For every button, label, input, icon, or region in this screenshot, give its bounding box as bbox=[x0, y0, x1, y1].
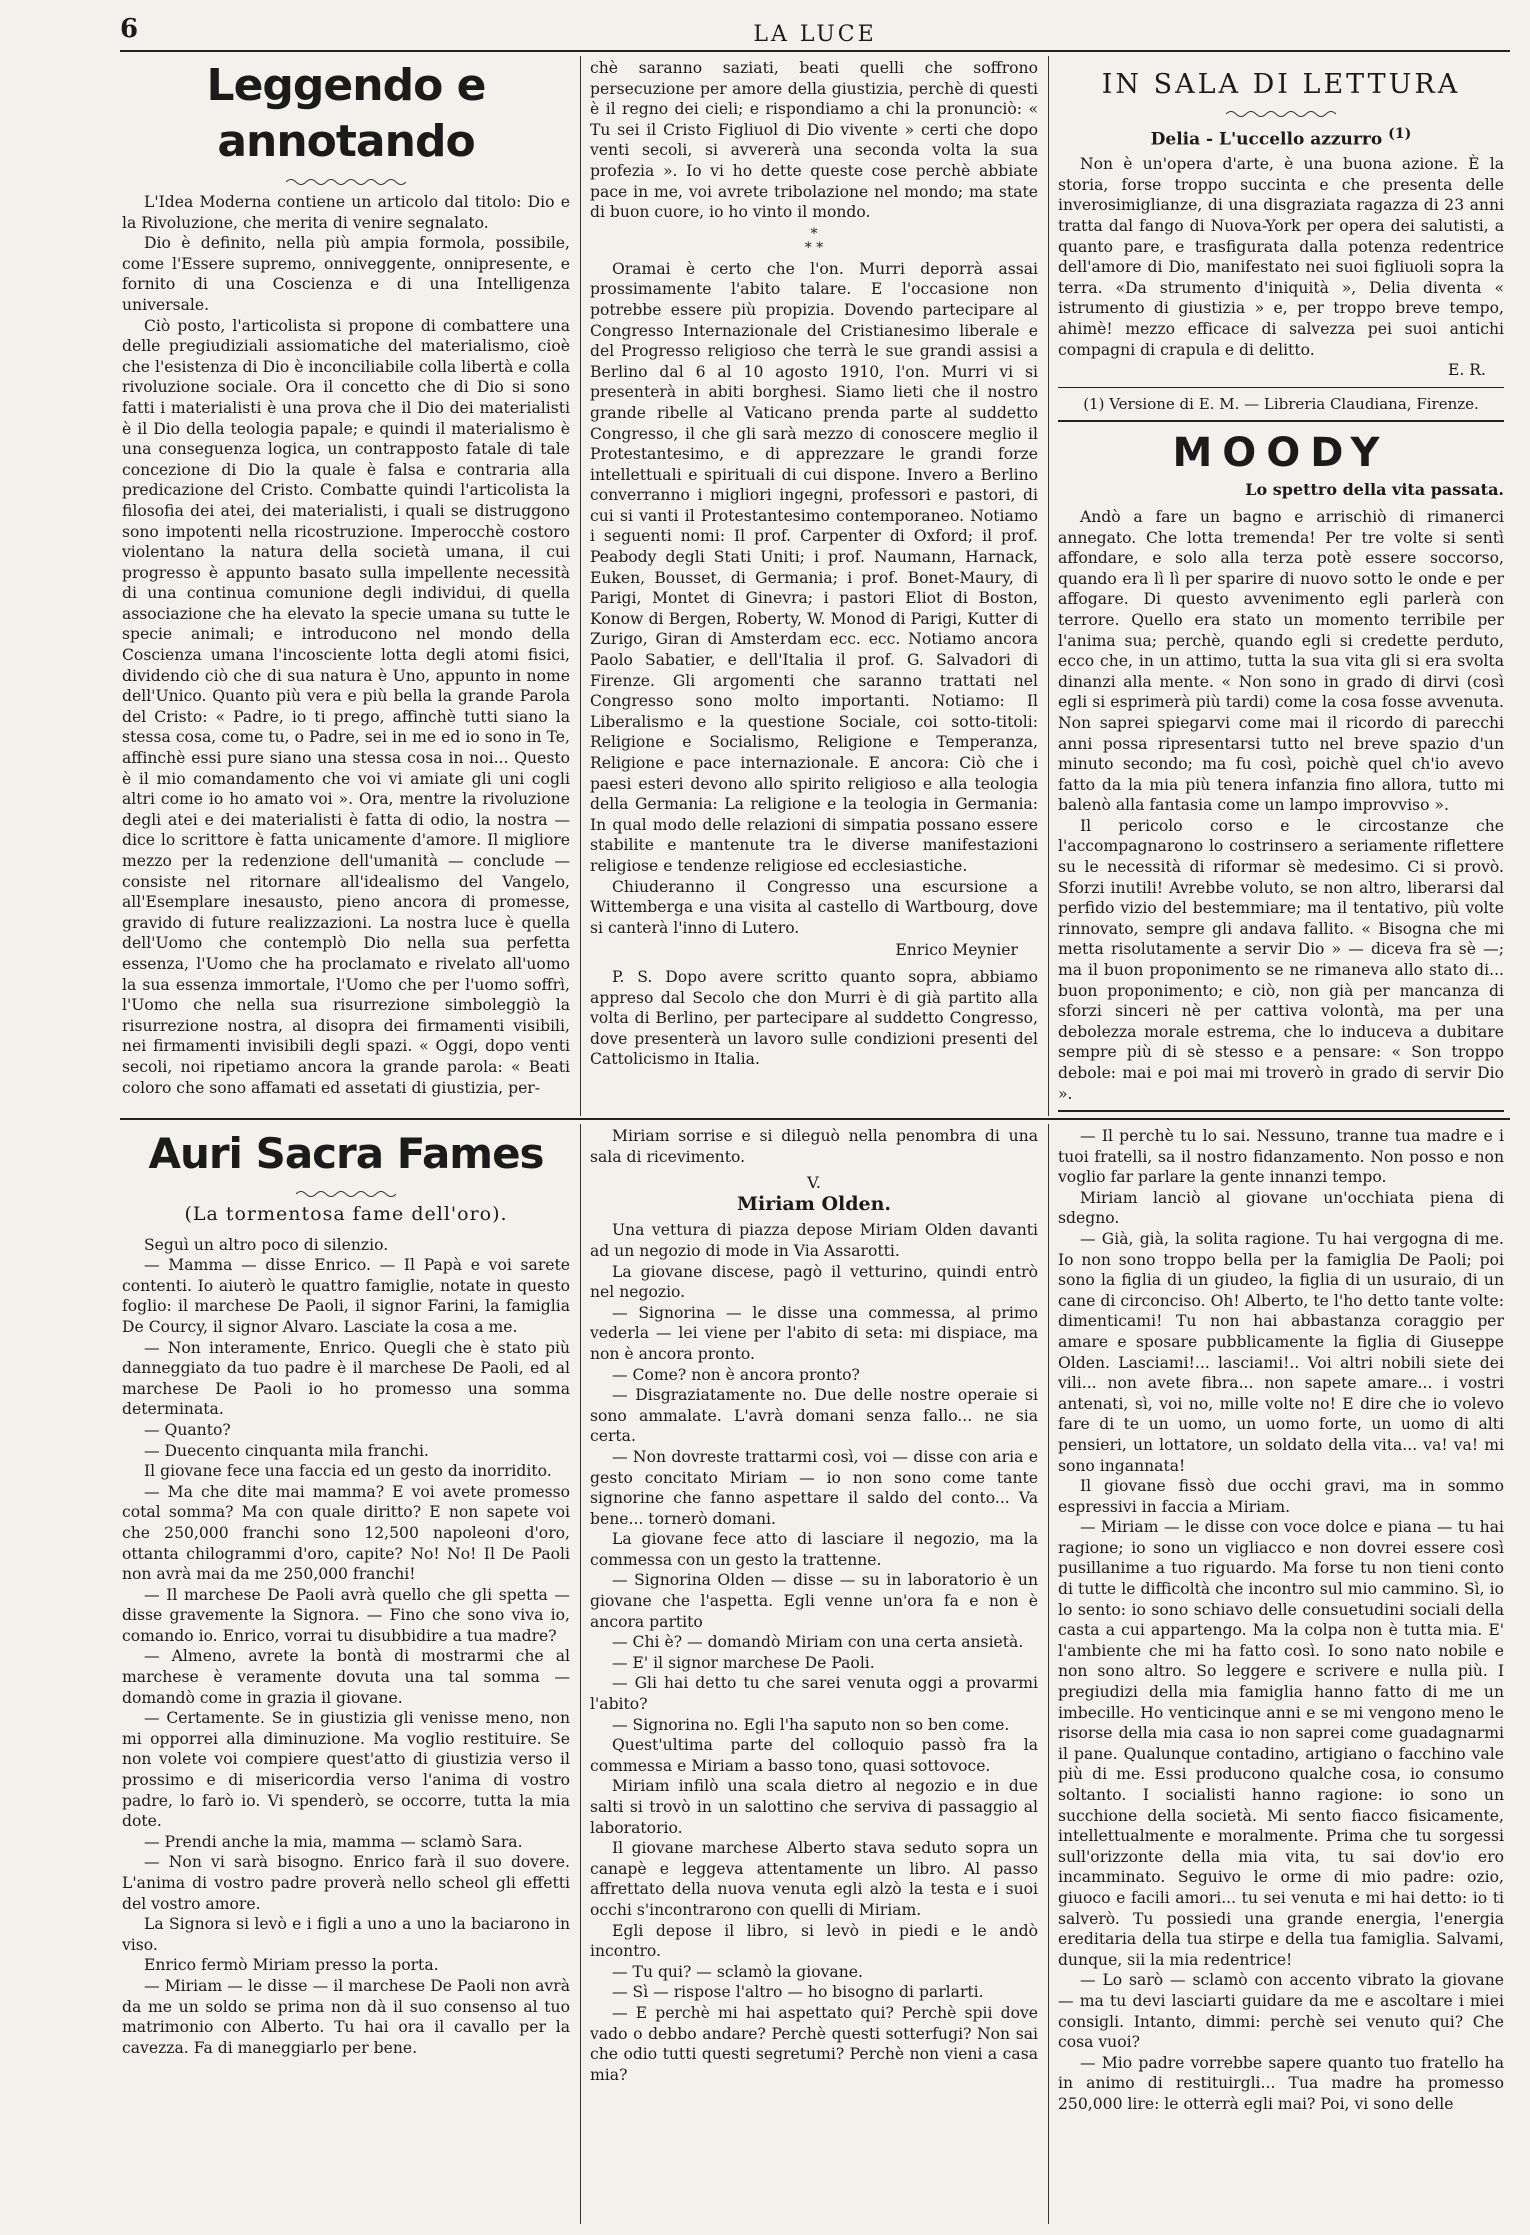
auri-paragraph: Miriam infilò una scala dietro al negozio e in due salti si trovò in un salottino che serviva di passaggio al laboratorio. bbox=[590, 1777, 1038, 1837]
leggendo-paragraph: L'Idea Moderna contiene un articolo dal titolo: Dio e la Rivoluzione, che merita di venire segnalato. bbox=[122, 193, 570, 232]
auri-paragraph: — Mio padre vorrebbe sapere quanto tuo fratello ha in animo di restituirgli... Tua madre ha promesso 250,000 lire: le otterrà egli mai? Poi, vi sono delle bbox=[1058, 2053, 1504, 2113]
auri-paragraph: — Signorina — le disse una commessa, al primo vederla — lei viene per l'abito di seta: mi dispiace, ma non è ancora pronto. bbox=[590, 1303, 1038, 1363]
auri-paragraph: — Duecento cinquanta mila franchi. bbox=[144, 1441, 429, 1460]
moody-paragraph: Il pericolo corso e le circostanze che l'accompagnarono lo costrinsero a seriamente riflettere su le necessità di riformar sè medesimo. Ci si provò. Sforzi inutili! Avrebbe voluto, se non altro, liberarsi dal perfido vizio del bestemmiare; ma il tentativo, più volte rinnovato, sempre gli andava fallito. « Bisogna che mi metta risolutamente a servir Dio » — diceva fra sè —; ma il buon proponimento se ne rimaneva allo stato di... buon proponimento; e ciò, non già per mancanza di sforzi sinceri nè per cattiva volontà, ma per una debolezza morale estrema, che lo induceva a dubitare sempre più di sè stesso e a pensare: « Son troppo debole: mai e poi mai mi troverò in grado di servir Dio ». bbox=[1058, 816, 1504, 1103]
ad-headline bbox=[1058, 1112, 1426, 1113]
auri-paragraph: Il giovane fissò due occhi gravi, ma in sommo espressivi in faccia a Miriam. bbox=[1058, 1477, 1504, 1516]
auri-paragraph: Enrico fermò Miriam presso la porta. bbox=[144, 1956, 439, 1975]
auri-paragraph: — Miriam — le disse — il marchese De Paoli non avrà da me un soldo se prima non dà il suo consenso al tuo matrimonio con Alberto. Tu hai ora il cavallo per la cavezza. Fa di maneggiarlo per bene. bbox=[122, 1976, 570, 2057]
divider-line bbox=[1058, 387, 1504, 388]
auri-subtitle: (La tormentosa fame dell'oro). bbox=[184, 1203, 508, 1225]
column-divider bbox=[580, 56, 581, 1116]
moody-subtitle: Lo spettro della vita passata. bbox=[1245, 480, 1504, 500]
leggendo-title: Leggendo e annotando bbox=[206, 60, 486, 167]
auri-paragraph: — Signorina Olden — disse — su in laboratorio è un giovane che l'aspetta. Egli venne un'ora fa e non è ancora partito bbox=[590, 1571, 1038, 1631]
auri-paragraph: — Certamente. Se in giustizia gli venisse meno, non mi opporrei alla diminuzione. Ma voglio restituire. Se non volete voi compiere quest'atto di giustizia verso il prossimo e di misericordia verso l'anima di vostro padre, lo farò io. Vi spenderò, se occorre, tutta la mia dote. bbox=[122, 1709, 570, 1831]
auri-paragraph: — Già, già, la solita ragione. Tu hai vergogna di me. Io non sono troppo bella per la famiglia De Paoli; poi sono la figlia di un giudeo, la figlia di un usuraio, di un cane di circonciso. Oh! Alberto, te l'ho detto tante volte: dimenticami! Tu non hai abbastanza coraggio per amare e sposare pubblicamente la figlia di Giuseppe Olden. Lasciami!... lasciami!.. Voi altri nobili siete dei vili... non avete fibra... non sapete amare... i vostri antenati, sì, voi no, mille volte no! E dire che io volevo fare di te un uomo, un uomo forte, un uomo di alti pensieri, un lottatore, un soldato della vita... va! va! mi sono ingannata! bbox=[1058, 1229, 1504, 1475]
leggendo-column-1 bbox=[122, 58, 570, 1110]
masthead: LA LUCE bbox=[753, 22, 877, 47]
auri-paragraph: — Il marchese De Paoli avrà quello che gli spetta — disse gravemente la Signora. — Fino che sono viva io, comando io. Enrico, vorrai tu disubbidire a tua madre? bbox=[122, 1585, 570, 1645]
auri-paragraph: — Chi è? — domandò Miriam con una certa ansietà. bbox=[612, 1633, 1024, 1652]
auri-title: Auri Sacra Fames bbox=[148, 1129, 544, 1178]
book-title bbox=[1058, 124, 1504, 150]
auri-paragraph: — Mamma — disse Enrico. — Il Papà e voi sarete contenti. Io aiuterò le quattro famiglie, notate in questo foglio: il marchese De Paoli, il signor Farini, la famiglia De Courcy, il signor Alvaro. Lasciate la cosa a me. bbox=[122, 1256, 570, 1336]
auri-paragraph: Il giovane fece una faccia ed un gesto da inorridito. bbox=[144, 1462, 552, 1481]
auri-paragraph: — Gli hai detto tu che sarei venuta oggi a provarmi l'abito? bbox=[590, 1674, 1038, 1714]
auri-paragraph: — Tu qui? — sclamò la giovane. bbox=[612, 1962, 863, 1981]
auri-paragraph: Quest'ultima parte del colloquio passò fra la commessa e Miriam a basso tono, quasi sottovoce. bbox=[590, 1736, 1038, 1775]
auri-paragraph: La giovane discese, pagò il vetturino, quindi entrò nel negozio. bbox=[590, 1262, 1038, 1302]
squiggle-ornament bbox=[122, 1184, 570, 1198]
leggendo-paragraph: Ciò posto, l'articolista si propone di combattere una delle pregiudiziali assiomatiche del materialismo, cioè che l'esistenza di Dio è inconciliabile colla libertà e colla rivoluzione sociale. Ora il concetto che di Dio si sono fatti i materialisti è una prova che il Dio dei materialisti è il Dio della teologia papale; e quindi il materialismo è una conseguenza logica, un contrapposto fatale di tale concezione di Dio la quale è falsa e contraria alla predicazione del Cristo. Combatte quindi l'articolista la filosofia dei atei, dei materialisti, i quali se distruggono sono impotenti nella ricostruzione. Imperocchè costoro violentano la natura della società umana, il cui progresso è appunto basato sulla impellente necessità di una continua comunione degli individui, di quella associazione che ha elevato la specie umana su tutte le specie animali; e introducono nel mondo della Coscienza umana l'incosciente lotta degli atomi fisici, dividendo ciò che di sua natura è Uno, appunto in nome dell'Unico. Quanto più vera e più bella la grande Parola del Cristo: « Padre, io ti prego, affinchè tutti siano la stessa cosa, come tu, o Padre, sei in me ed io sono in Te, affinchè essi pure siano una stessa cosa in noi... Questo è il mio comandamento che voi vi amiate gli uni cogli altri come io ho amato voi ». Ora, mentre la rivoluzione degli atei e dei materialisti è fatta di odio, la nostra — dice lo scrittore è fatta unicamente d'amore. Il migliore mezzo per la redenzione dell'umanità — conclude — consiste nel ritornare all'idealismo del Vangelo, all'Esemplare inesausto, pieno ancora di promesse, gravido di future realizzazioni. La nostra luce è quella dell'Uomo che contemplò Dio nella sua perfetta essenza, l'Uomo che ha proclamato e rivelato all'uomo la sua essenza immortale, l'Uomo che per l'uomo soffrì, l'Uomo che nella sua risurrezione simboleggiò la risurrezione nostra, al disopra dei firmamenti visibili, nei firmamenti invisibili degli spazi. « Oggi, dopo venti secoli, noi ripetiamo ancora la grande parola: « Beati coloro che sono affamati ed assetati di giustizia, per- bbox=[122, 316, 570, 1097]
auri-paragraph: — Il perchè tu lo sai. Nessuno, tranne tua madre e i tuoi fratelli, sa il nostro fidanzamento. Non posso e non voglio far parlare la gente innanzi tempo. bbox=[1058, 1127, 1504, 1187]
page-number: 6 bbox=[120, 14, 139, 44]
leggendo-paragraph: Chiuderanno il Congresso una escursione a Wittemberga e una visita al castello di Wartbourg, dove si canterà l'inno di Lutero. bbox=[590, 877, 1038, 937]
review-initials: E. R. bbox=[1448, 361, 1486, 380]
moody-title: MOODY bbox=[1172, 430, 1390, 477]
footnote-marker: (1) bbox=[1388, 126, 1412, 142]
auri-paragraph: Egli depose il libro, si levò in piedi e le andò incontro. bbox=[590, 1921, 1038, 1961]
sala-title: IN SALA DI LETTURA bbox=[1101, 69, 1461, 100]
sala-review: Non è un'opera d'arte, è una buona azione. È la storia, forse troppo succinta e che presenta delle inverosimiglianze, di una disgraziata ragazza di 23 anni tratta dal fango di Nuova-York per opera dei salutisti, a quanto pare, e trasfigurata dalla potenza redentrice dell'amore di Dio, manifestato nei suoi figliuoli sopra la terra. «Da strumento d'iniquità », Delia diventa « istrumento di giustizia » e, per troppo breve tempo, ahimè! mezzo efficace di salvezza pei suoi antichi compagni di crapula e di delitto. bbox=[1058, 155, 1504, 359]
moody-paragraph: Andò a fare un bagno e arrischiò di rimanerci annegato. Che lotta tremenda! Per tre volte si sentì affondare, e solo alla terza potè essere soccorso, quando era lì lì per sparire di nuovo sotto le onde e per affogare. Di questo avvenimento egli parlerà con terrore. Quello era stato un momento terribile per l'anima sua; perchè, quando egli si credette perduto, ecco che, in un attimo, tutta la sua vita gli si era svolta dinanzi alla mente. « Non sono in grado di dirvi (così egli si esprimerà più tardi) come la cosa fosse avvenuta. Non saprei spiegarvi come mai il ricordo di parecchi anni possa ripresentarsi tutto nel breve spazio d'un minuto secondo; ma fu così, poichè quel ch'io avevo fatto da la mia più tenera infanzia fino allora, tutto mi balenò alla fantasia come un lampo improvviso ». bbox=[1058, 507, 1504, 815]
squiggle-ornament bbox=[1058, 104, 1504, 118]
auri-paragraph: La Signora si levò e i figli a uno a uno la baciarono in viso. bbox=[122, 1915, 570, 1954]
auri-paragraph: — Lo sarò — sclamò con accento vibrato la giovane — ma tu devi lasciarti guidare da me e ascoltare i miei consigli. Intanto, dimmi: perchè sei venuto qui? Che cosa vuoi? bbox=[1058, 1971, 1504, 2052]
auri-column-1 bbox=[122, 1126, 570, 2226]
asterism-ornament: * * * bbox=[804, 225, 824, 256]
auri-paragraph: — Disgraziatamente no. Due delle nostre operaie si sono ammalate. L'avrà domani senza fallo... ne sia certa. bbox=[590, 1386, 1038, 1446]
auri-paragraph: — Non interamente, Enrico. Quegli che è stato più danneggiato da tuo padre è il marchese De Paoli, ed al marchese De Paoli io ho promesso una somma determinata. bbox=[122, 1338, 570, 1419]
auri-column-3 bbox=[1058, 1126, 1504, 2226]
chapter-title: Miriam Olden. bbox=[736, 1192, 892, 1215]
section-divider bbox=[120, 1118, 1510, 1120]
auri-paragraph: Una vettura di piazza depose Miriam Olden davanti ad un negozio di mode in Via Assarotti. bbox=[590, 1221, 1038, 1260]
auri-paragraph: Miriam sorrise e si dileguò nella penombra di una sala di ricevimento. bbox=[590, 1127, 1038, 1166]
postscript: P. S. Dopo avere scritto quanto sopra, abbiamo appreso dal Secolo che don Murri è di già partito alla volta di Berlino, per partecipare al suddetto Congresso, dove presenterà un lavoro sulle condizioni presenti del Cattolicismo in Italia. bbox=[590, 967, 1038, 1069]
auri-paragraph: Miriam lanciò al giovane un'occhiata piena di sdegno. bbox=[1058, 1188, 1504, 1228]
leggendo-column-2 bbox=[590, 58, 1038, 1110]
auri-paragraph: — Quanto? bbox=[144, 1420, 231, 1439]
auri-paragraph: — Come? non è ancora pronto? bbox=[612, 1365, 860, 1384]
auri-paragraph: La giovane fece atto di lasciare il negozio, ma la commessa con un gesto la trattenne. bbox=[590, 1530, 1038, 1569]
sala-footnote: (1) Versione di E. M. — Libreria Claudiana, Firenze. bbox=[1083, 394, 1479, 413]
book-title-text: Delia - L'uccello azzurro bbox=[1150, 129, 1383, 150]
divider-line bbox=[1058, 420, 1504, 422]
article-signature: Enrico Meynier bbox=[895, 941, 1018, 960]
column-divider bbox=[1048, 56, 1049, 1116]
leggendo-paragraph: Oramai è certo che l'on. Murri deporrà assai prossimamente l'abito talare. E l'occasione non potrebbe essere più propizia. Dovendo partecipare al Congresso Internazionale del Cristianesimo liberale e del Progresso religioso che terrà le sue grandi assisi a Berlino dal 6 al 10 agosto 1910, l'on. Murri vi si presenterà in abiti borghesi. Siamo lieti che il nostro grande ribelle al Vaticano prenda parte al suddetto Congresso, il che gli sarà mezzo di conoscere meglio il Protestantesimo, e di apprezzare le grandi forze intellettuali e spirituali di cui dispone. Invero a Berlino converranno i migliori ingegni, professori e pastori, di cui si vanti il Protestantesimo contemporaneo. Notiamo i seguenti nomi: Il prof. Carpenter di Oxford; il prof. Peabody degli Stati Uniti; i prof. Naumann, Harnack, Euken, Bousset, di Germania; i prof. Bonet-Maury, di Parigi, Montet di Ginevra; i pastori Eliot di Boston, Konow di Bergen, Roberty, W. Monod di Parigi, Kutter di Zurigo, Giran di Amsterdam ecc. ecc. Notiamo ancora Paolo Sabatier, e dell'Italia il prof. G. Salvadori di Firenze. Gli argomenti che saranno trattati nel Congresso sono molto importanti. Notiamo: Il Liberalismo e la questione Sociale, coi sotto-titoli: Religione e Socialismo, Religione e Temperanza, Religione e pace internazionale. E ancora: Ciò che i paesi esteri devono allo spirito religioso e alla teologia della Germania: La religione e la teologia in Germania: In qual modo delle relazioni di simpatia possano essere stabilite e mantenute tra le diverse manifestazioni religiose e tendenze religiose ed ecclesiastiche. bbox=[590, 259, 1038, 875]
auri-paragraph: — Sì — rispose l'altro — ho bisogno di parlarti. bbox=[612, 1983, 984, 2002]
auri-column-2 bbox=[590, 1126, 1038, 2226]
page-header bbox=[120, 14, 1510, 52]
sala-moody-column bbox=[1058, 68, 1504, 1113]
squiggle-ornament bbox=[122, 172, 570, 186]
leggendo-paragraph: Dio è definito, nella più ampia formola, possibile, come l'Essere supremo, onniveggente, onnipresente, e fornito di una Coscienza e di una Intelligenza universale. bbox=[122, 234, 570, 314]
auri-paragraph: — Prendi anche la mia, mamma — sclamò Sara. bbox=[144, 1832, 523, 1851]
auri-paragraph: — Almeno, avrete la bontà di mostrarmi che al marchese è veramente dovuta una tal somma — domandò come in grazia il giovane. bbox=[122, 1647, 570, 1707]
chapter-number: V. bbox=[807, 1173, 821, 1193]
auri-paragraph: — Miriam — le disse con voce dolce e piana — tu hai ragione; io sono un vigliacco e non dovrei essere così pusillanime a tuo riguardo. Ma forse tu non tieni conto di tutte le difficoltà che incontro sul mio cammino. Sì, io lo sento: io sono schiavo delle consuetudini sociali della casta a cui appartengo. Ma la colpa non è tutta mia. E' l'ambiente che mi ha fatto così. Io sono nato nobile e non sono altro. So leggere e scrivere e nulla più. I pregiudizi della mia famiglia hanno fatto di me un imbecille. Ho venticinque anni e se mi vengono meno le risorse della mia casa io non saprei come guadagnarmi il pane. Qualunque contadino, artigiano o facchino vale più di me. Essi producono qualche cosa, io consumo soltanto. I socialisti hanno ragione: io sono un succhione della società. Mi sento fiacco fisicamente, intellettualmente e moralmente. Prima che tu sorgessi sull'orizzonte della mia vita, tu sai dov'io ero incamminato. Seguivo le orme di mio padre: ozio, giuoco e facili amori... tu sei venuta e mi hai detto: io ti salverò. Tu possiedi una grande energia, l'energia ereditaria della tua stirpe e della tua famiglia. Salvami, dunque, sii la mia redentrice! bbox=[1058, 1518, 1504, 1969]
auri-paragraph: — Ma che dite mai mamma? E voi avete promesso cotal somma? Ma con quale diritto? E non sapete voi che 250,000 franchi sono 12,500 napoleoni d'oro, ottanta chilogrammi d'oro, capite? No! No! Il De Paoli non avrà mai da me 250,000 franchi! bbox=[122, 1482, 570, 1584]
column-divider bbox=[1048, 1124, 1049, 2224]
auri-paragraph: — Non vi sarà bisogno. Enrico farà il suo dovere. L'anima di vostro padre proverà nello scheol gli effetti del vostro amore. bbox=[122, 1853, 570, 1913]
auri-paragraph: Il giovane marchese Alberto stava seduto sopra un canapè e leggeva attentamente un libro. Al passo affrettato della nuova venuta egli alzò la testa e i suoi occhi s'incontrarono con quelli di Miriam. bbox=[590, 1839, 1038, 1919]
auri-paragraph: — Non dovreste trattarmi così, voi — disse con aria e gesto concitato Miriam — io non sono come tante signorine che fanno aspettare il saldo del conto... Va bene... tornerò domani. bbox=[590, 1447, 1038, 1528]
auri-paragraph: Seguì un altro poco di silenzio. bbox=[144, 1235, 389, 1254]
auri-paragraph: — E' il signor marchese De Paoli. bbox=[612, 1653, 875, 1672]
auri-paragraph: — Signorina no. Egli l'ha saputo non so ben come. bbox=[612, 1715, 1010, 1734]
auri-paragraph: — E perchè mi hai aspettato qui? Perchè spii dove vado o debbo andare? Perchè questi sotterfugi? Non sai che odio tutti questi segretumi? Perchè non vieni a casa mia? bbox=[590, 2003, 1038, 2084]
column-divider bbox=[580, 1124, 581, 2224]
leggendo-paragraph: chè saranno saziati, beati quelli che soffrono persecuzione per amore della giustizia, perchè di questi è il regno dei cieli; e rispondiamo a chi la pronunciò: « Tu sei il Cristo Figliuol di Dio vivente » certi che dopo venti secoli, si avvererà una seconda volta la sua profezia ». Io vi ho dette queste cose perchè abbiate pace in me, voi avrete tribolazione nel mondo; ma state di buon cuore, io ho vinto il mondo. bbox=[590, 59, 1038, 222]
